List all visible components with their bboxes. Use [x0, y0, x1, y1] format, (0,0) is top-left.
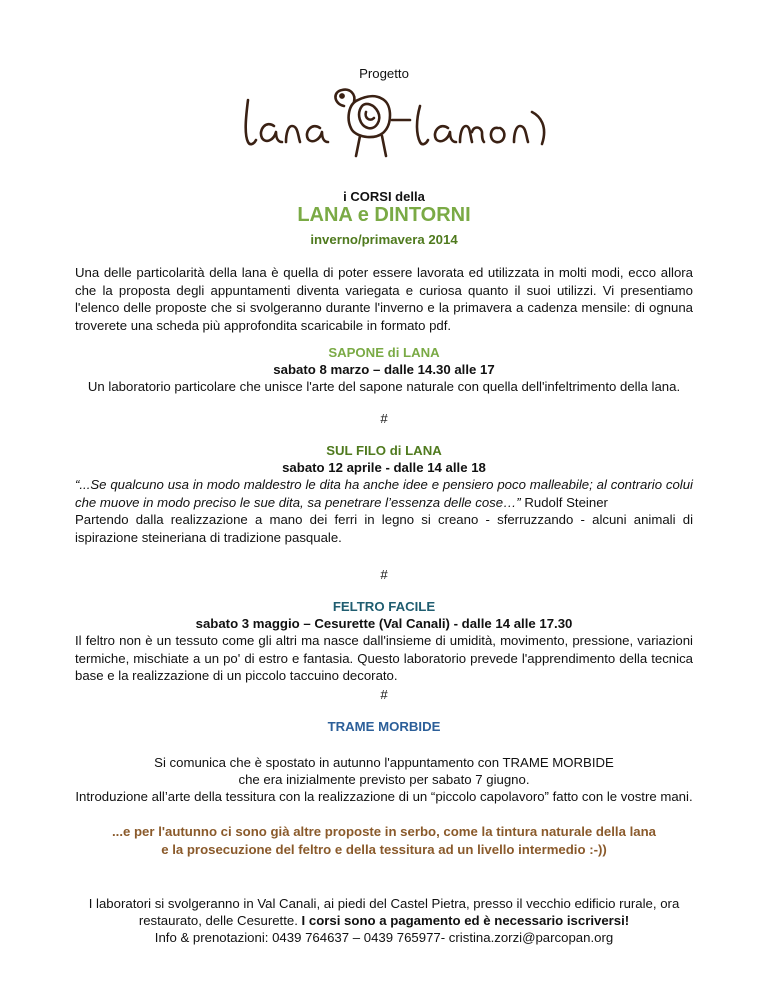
- section-date-feltro: sabato 3 maggio – Cesurette (Val Canali) - dalle 14 alle 17.30: [195, 616, 573, 631]
- trame-line-1: Si comunica che è spostato in autunno l'appuntamento con TRAME MORBIDE: [154, 755, 614, 770]
- trame-line-3: Introduzione all’arte della tessitura con la realizzazione di un “piccolo capolavoro” fatto con le vostre mani.: [75, 789, 693, 804]
- progetto-label: Progetto: [359, 66, 409, 81]
- quote-author: Rudolf Steiner: [520, 494, 608, 510]
- footer-registration-note: I corsi sono a pagamento ed è necessario iscriversi!: [301, 913, 630, 928]
- footer-location-text: restaurato, delle Cesurette.: [138, 913, 302, 928]
- section-title-feltro: FELTRO FACILE: [332, 599, 436, 614]
- footer-contacts: Info & prenotazioni: 0439 764637 – 0439 765977- cristina.zorzi@parcopan.org: [154, 930, 614, 945]
- lana-e-lamon-logo: [236, 86, 554, 166]
- section-text-sapone: Un laboratorio particolare che unisce l'arte del sapone naturale con quella dell'infeltrimento della lana.: [87, 379, 681, 394]
- corsi-della-label: i CORSI della: [343, 189, 425, 204]
- section-title-sul-filo: SUL FILO di LANA: [326, 443, 442, 458]
- footer-line-2: [0, 912, 768, 930]
- section-date-sapone: sabato 8 marzo – dalle 14.30 alle 17: [273, 362, 495, 377]
- autumn-note: ...e per l'autunno ci sono già altre proposte in serbo, come la tintura naturale della lana e la prosecuzione del feltro e della tessitura ad un livello intermedio :-)): [112, 824, 656, 857]
- trame-line-2: che era inizialmente previsto per sabato 7 giugno.: [238, 772, 530, 787]
- section-date-sul-filo: sabato 12 aprile - dalle 14 alle 18: [282, 460, 486, 475]
- section-quote-sul-filo: [75, 476, 693, 511]
- separator-2: #: [380, 567, 388, 582]
- footer-line-1: I laboratori si svolgeranno in Val Canali, ai piedi del Castel Pietra, presso il vecchio edificio rurale, ora: [88, 896, 680, 911]
- separator-3: #: [380, 687, 388, 702]
- separator-1: #: [380, 411, 388, 426]
- intro-paragraph: Una delle particolarità della lana è quella di poter essere lavorata ed utilizzata in molti modi, ecco allora che la proposta degli appuntamenti diventa variegata e curiosa quanto il suoi utilizzi. Vi presentiamo l'elenco delle proposte che si svolgeranno durante l'inverno e la primavera a cadenza mensile: di ognuna troverete una scheda più approfondita scaricabile in formato pdf.: [75, 265, 693, 333]
- season-subtitle: inverno/primavera 2014: [310, 232, 458, 247]
- steiner-quote: “...Se qualcuno usa in modo maldestro le dita ha anche idee e pensiero poco malleabile; al contrario colui che muove in modo preciso le sue dita, sa penetrare l’essenza delle cose…”: [75, 477, 693, 510]
- section-title-trame: TRAME MORBIDE: [327, 719, 441, 734]
- logo-drawing: [236, 86, 554, 166]
- section-text-feltro: Il feltro non è un tessuto come gli altri ma nasce dall'insieme di umidità, movimento, pressione, variazioni termiche, mischiate a un po' di estro e fantasia. Questo laboratorio prevede l'apprendimento della tecnica base e la realizzazione di un piccolo taccuino decorato.: [75, 633, 693, 683]
- section-title-sapone: SAPONE di LANA: [328, 345, 440, 360]
- main-title: LANA e DINTORNI: [297, 204, 471, 226]
- section-text-sul-filo: Partendo dalla realizzazione a mano dei ferri in legno si creano - sferruzzando - alcuni animali di ispirazione steineriana di tradizione pasquale.: [75, 512, 693, 545]
